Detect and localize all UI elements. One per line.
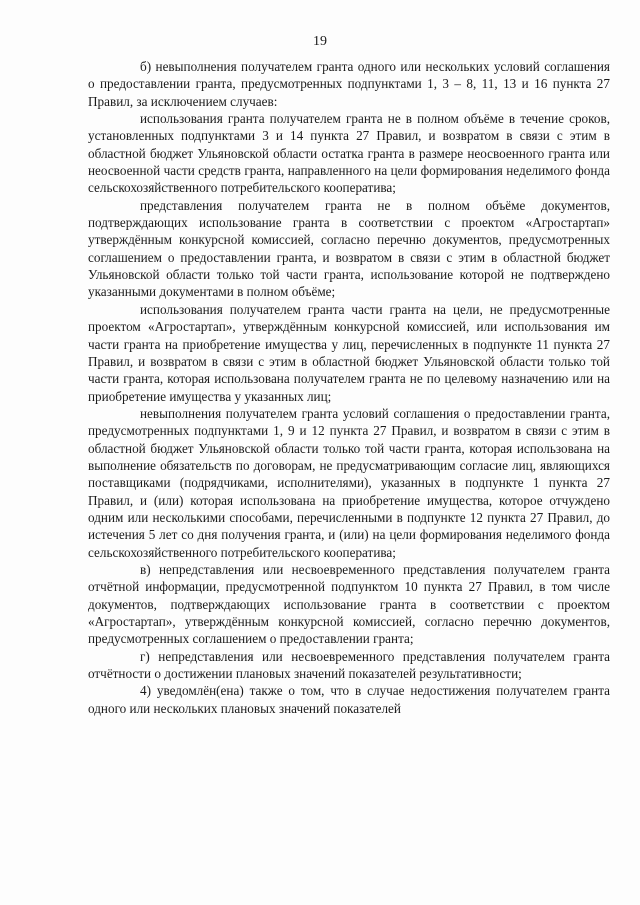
paragraph-4: 4) уведомлён(ена) также о том, что в случае недостижения получателем гранта одного или нескольких плановых значений показателей [88,683,610,716]
paragraph-b: б) невыполнения получателем гранта одного или нескольких условий соглашения о предоставлении гранта, предусмотренных подпунктами 1, 3 – 8, 11, 13 и 16 пункта 27 Правил, за исключением случаев: [88,59,610,109]
paragraph-v: в) непредставления или несвоевременного представления получателем гранта отчётной информации, предусмотренной подпунктом 10 пункта 27 Правил, в том числе документов, подтверждающих использование гранта в соответствии с проектом «Агростартап», утверждённым конкурсной комиссией, согласно перечню документов, предусмотренных соглашением о предоставлении гранта; [88,561,610,647]
paragraph-exception-4: невыполнения получателем гранта условий соглашения о предоставлении гранта, предусмотренных подпунктами 1, 9 и 12 пункта 27 Правил, и возвратом в связи с этим в областной бюджет Ульяновской области только той части гранта, которая использована на выполнение обязательств по договорам, не предусматривающим согласие лиц, являющихся поставщиками (подрядчиками, исполнителями), указанных в подпункте 1 пункта 27 Правил, и (или) которая использована на приобретение имущества, которое отчуждено одним или несколькими способами, перечисленными в подпункте 12 пункта 27 Правил, до истечения 5 лет со дня получения гранта, и (или) на цели формирования неделимого фонда сельскохозяйственного потребительского кооператива; [88,405,610,560]
paragraph-g: г) непредставления или несвоевременного представления получателем гранта отчётности о достижении плановых значений показателей результативности; [88,648,610,682]
document-body [88,58,610,717]
paragraph-exception-1: использования гранта получателем гранта не в полном объёме в течение сроков, установленных подпунктами 3 и 14 пункта 27 Правил, и возвратом в связи с этим в областной бюджет Ульяновской области остатка гранта в размере неосвоенного гранта или неосвоенной части средств гранта, направленного на цели формирования неделимого фонда сельскохозяйственного потребительского кооператива; [88,111,610,196]
paragraph-exception-3: использования получателем гранта части гранта на цели, не предусмотренные проектом «Агростартап», утверждённым конкурсной комиссией, или использования им части гранта на приобретение имущества у лиц, перечисленных в подпункте 11 пункта 27 Правил, и возвратом в связи с этим в областной бюджет Ульяновской области только той части гранта, которая использована получателем гранта не по целевому назначению или на приобретение имущества у указанных лиц; [88,301,610,404]
paragraph-exception-2: представления получателем гранта не в полном объёме документов, подтверждающих использование гранта в соответствии с проектом «Агростартап» утверждённым конкурсной комиссией, согласно перечню документов, предусмотренных соглашением о предоставлении гранта, и возвратом в связи с этим в областной бюджет Ульяновской области только той части гранта, использование которой не подтверждено указанными документами в полном объёме; [88,197,610,300]
page-number: 19 [313,34,327,49]
